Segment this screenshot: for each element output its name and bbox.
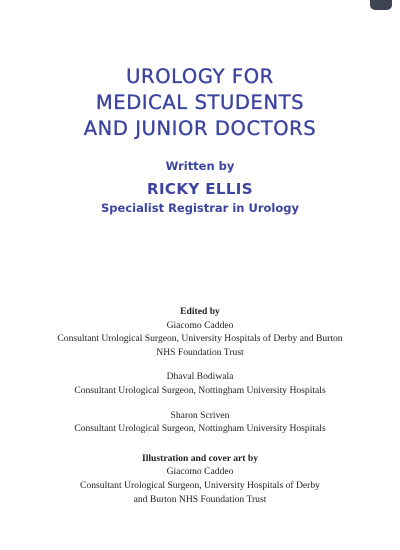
- title-block: [0, 64, 400, 216]
- illustrator-role: Consultant Urological Surgeon, University Hospitals of Derby: [80, 479, 320, 491]
- editor-role: Consultant Urological Surgeon, Nottingham University Hospitals: [74, 384, 326, 396]
- editor-name: Dhaval Bodiwala: [166, 371, 234, 383]
- written-by-label: Written by: [165, 159, 235, 173]
- edited-by-label: Edited by: [180, 306, 220, 317]
- book-title-line: MEDICAL STUDENTS: [95, 91, 305, 114]
- book-title-line: AND JUNIOR DOCTORS: [83, 117, 317, 140]
- illustrator-name: Giacomo Caddeo: [166, 466, 234, 478]
- editor-name: Giacomo Caddeo: [166, 319, 234, 331]
- spacer: [0, 359, 400, 370]
- illustration-label: Illustration and cover art by: [141, 452, 258, 464]
- illustrator-role: and Burton NHS Foundation Trust: [133, 493, 267, 505]
- editor-role: Consultant Urological Surgeon, Nottingham University Hospitals: [74, 423, 326, 435]
- credits-block: [0, 305, 400, 506]
- corner-tab[interactable]: [370, 0, 392, 10]
- author-name: RICKY ELLIS: [147, 180, 253, 198]
- editor-name: Sharon Scriven: [170, 409, 230, 421]
- spacer: [0, 436, 400, 452]
- editor-role: Consultant Urological Surgeon, University Hospitals of Derby and Burton: [57, 333, 343, 345]
- editor-role: NHS Foundation Trust: [156, 346, 244, 358]
- book-title-line: UROLOGY FOR: [126, 65, 274, 88]
- author-role: Specialist Registrar in Urology: [101, 201, 299, 215]
- spacer: [0, 398, 400, 409]
